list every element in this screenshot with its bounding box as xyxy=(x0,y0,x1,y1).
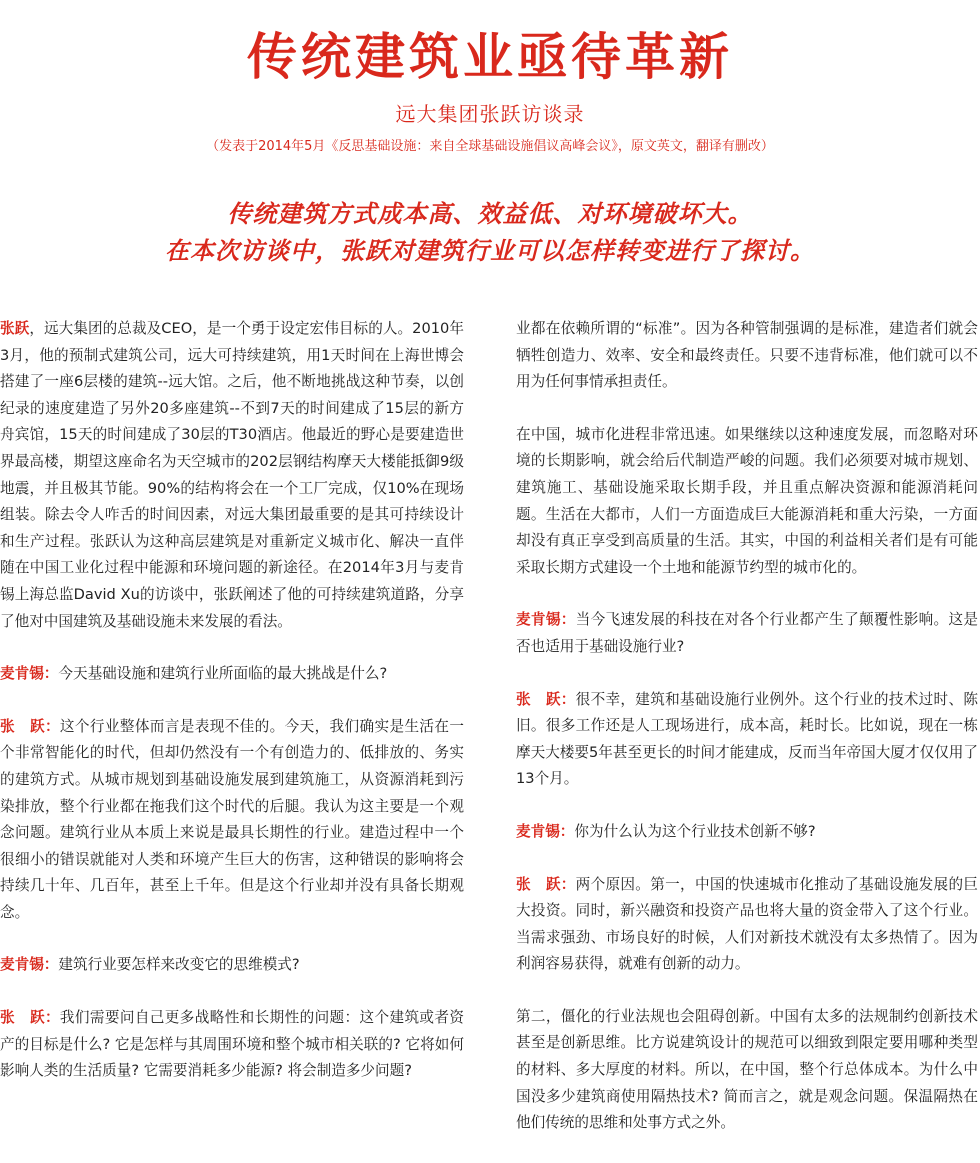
question-2 xyxy=(0,952,464,979)
paragraph-china: 在中国，城市化进程非常迅速。如果继续以这种速度发展，而忽略对环境的长期影响，就会给后代制造严峻的问题。我们必须要对城市规划、建筑施工、基础设施采取长期手段，并且重点解决资源和能源消耗问题。生活在大都市，人们一方面造成巨大能源消耗和重大污染，一方面却没有真正享受到高质量的生活。其实，中国的利益相关者们是有可能采取长期方式建设一个土地和能源节约型的城市化的。 xyxy=(516,425,978,576)
speaker-label: 麦肯锡： xyxy=(516,822,575,840)
question-3 xyxy=(516,607,978,660)
speaker-label: 麦肯锡： xyxy=(516,611,576,629)
publication-note: （发表于2014年5月《反思基础设施：来自全球基础设施倡议高峰会议》，原文英文，翻译有删改） xyxy=(206,139,774,154)
intro-text: ，远大集团的总裁及CEO，是一个勇于设定宏伟目标的人。2010年3月，他的预制式建筑公司，远大可持续建筑，用1天时间在上海世博会搭建了一座6层楼的建筑--远大馆。之后，他不断地挑战这种节奏，以创纪录的速度建造了另外20多座建筑--不到7天的时间建成了15层的新方舟宾馆，15天的时间建成了30层的T30酒店。他最近的野心是要建造世界最高楼，期望这座命名为天空城市的202层钢结构摩天大楼能抵御9级地震，并且极其节能。90%的结构将会在一个工厂完成，仅10%在现场组装。除去令人咋舌的时间因素，对远大集团最重要的是其可持续设计和生产过程。张跃认为这种高层建筑是对重新定义城市化、解决一直伴随在中国工业化过程中能源和环境问题的新途径。在2014年3月与麦肯锡上海总监David Xu的访谈中，张跃阐述了他的可持续建筑道路，分享了他对中国建筑及基础设施未来发展的看法。 xyxy=(0,320,464,630)
intro-paragraph xyxy=(0,316,464,635)
speaker-label: 张 跃： xyxy=(0,717,60,735)
answer-1 xyxy=(0,714,464,927)
answer-2 xyxy=(0,1005,464,1085)
question-4 xyxy=(516,819,978,846)
speaker-label: 张 跃： xyxy=(0,1009,60,1027)
answer-2-continued: 业都在依赖所谓的“标准”。因为各种管制强调的是标准，建造者们就会牺牲创造力、效率、安全和最终责任。只要不违背标准，他们就可以不用为任何事情承担责任。 xyxy=(516,320,978,391)
question-text: 建筑行业要怎样来改变它的思维模式? xyxy=(58,956,300,974)
answer-4 xyxy=(516,872,978,978)
speaker-label: 张 跃： xyxy=(516,690,576,708)
speaker-label: 麦肯锡： xyxy=(0,956,59,974)
speaker-label: 张 跃： xyxy=(516,875,576,893)
question-text: 当今飞速发展的科技在对各个行业都产生了颠覆性影响。这是否也适用于基础设施行业? xyxy=(516,611,978,655)
right-column xyxy=(516,316,978,1163)
answer-3 xyxy=(516,687,978,793)
question-text: 今天基础设施和建筑行业所面临的最大挑战是什么? xyxy=(58,665,388,683)
answer-text: 很不幸，建筑和基础设施行业例外。这个行业的技术过时、陈旧。很多工作还是人工现场进行，成本高，耗时长。比如说，现在一栋摩天大楼要5年甚至更长的时间才能建成，反而当年帝国大厦才仅仅用了13个月。 xyxy=(516,690,978,788)
answer-text: 我们需要问自己更多战略性和长期性的问题：这个建筑或者资产的目标是什么? 它是怎样与其周围环境和整个城市相关联的? 它将如何影响人类的生活质量? 它需要消耗多少能源? 将会制造多少问题? xyxy=(0,1009,464,1080)
answer-text: 这个行业整体而言是表现不佳的。今天，我们确实是生活在一个非常智能化的时代，但却仍然没有一个有创造力的、低排放的、务实的建筑方式。从城市规划到基础设施发展到建筑施工，从资源消耗到污染排放，整个行业都在拖我们这个时代的后腿。我认为这主要是一个观念问题。建筑行业从本质上来说是最具长期性的行业。建造过程中一个很细小的错误就能对人类和环境产生巨大的伤害，这种错误的影响将会持续几十年、几百年，甚至上千年。但是这个行业却并没有具备长期观念。 xyxy=(0,717,464,921)
paragraph-second-reason: 第二，僵化的行业法规也会阻碍创新。中国有太多的法规制约创新技术甚至是创新思维。比方说建筑设计的规范可以细致到限定要用哪种类型的材料、多大厚度的材料。所以，在中国，整个行总体成本。为什么中国没多少建筑商使用隔热技术? 简而言之，就是观念问题。保温隔热在他们传统的思维和处事方式之外。 xyxy=(516,1007,978,1132)
answer-text: 两个原因。第一，中国的快速城市化推动了基础设施发展的巨大投资。同时，新兴融资和投资产品也将大量的资金带入了这个行业。当需求强劲、市场良好的时候，人们对新技术就没有太多热情了。因为利润容易获得，就难有创新的动力。 xyxy=(516,875,978,973)
question-1 xyxy=(0,661,464,688)
left-column xyxy=(0,316,464,1111)
lead-line-1: 传统建筑方式成本高、效益低、对环境破坏大。 xyxy=(227,200,753,228)
article-title: 传统建筑业亟待革新 xyxy=(247,28,733,86)
article-subtitle: 远大集团张跃访谈录 xyxy=(395,102,585,126)
speaker-label: 麦肯锡： xyxy=(0,665,59,683)
lead-line-2: 在本次访谈中，张跃对建筑行业可以怎样转变进行了探讨。 xyxy=(165,237,815,265)
intro-name: 张跃 xyxy=(0,320,30,337)
question-text: 你为什么认为这个行业技术创新不够? xyxy=(574,822,816,840)
